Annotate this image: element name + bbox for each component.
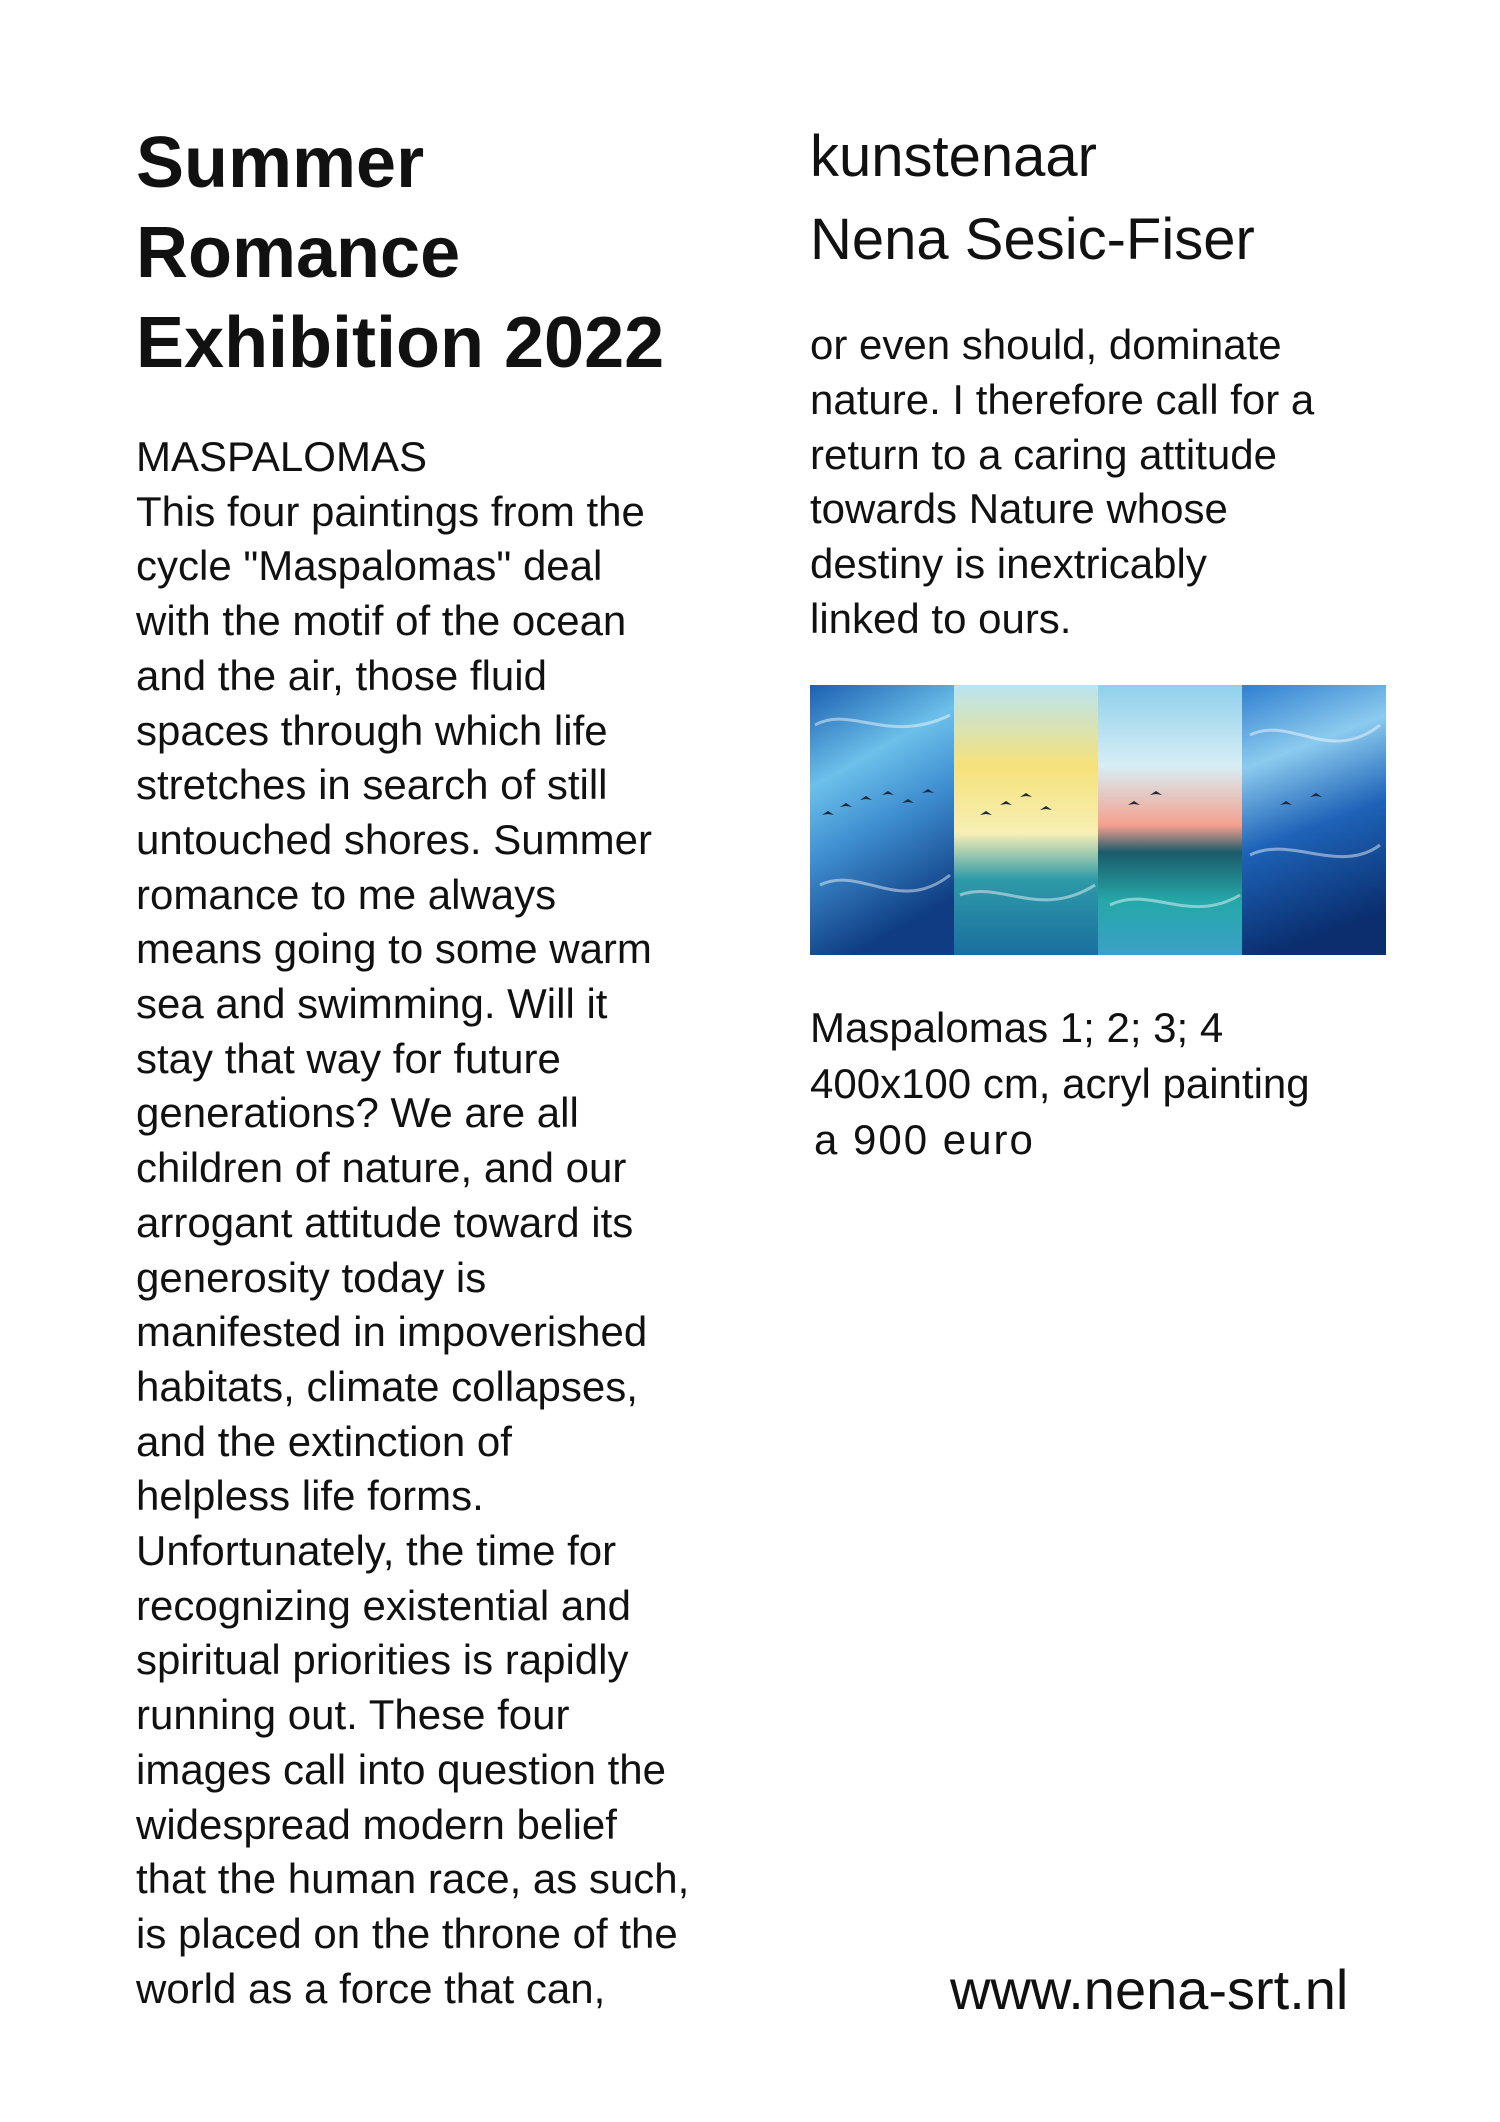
text-line: arrogant attitude toward its — [136, 1198, 634, 1246]
panel-3 — [1098, 685, 1242, 955]
text-line: sea and swimming. Will it — [136, 980, 608, 1028]
text-line: generosity today is — [136, 1253, 487, 1301]
text-line: children of nature, and our — [136, 1144, 627, 1192]
painting-caption — [810, 1000, 1310, 1168]
website-link[interactable]: www.nena-srt.nl — [950, 1958, 1349, 2021]
painting-image-maspalomas — [810, 685, 1386, 955]
text-line: MASPALOMAS — [136, 433, 427, 480]
text-line: world as a force that can, — [136, 1964, 606, 2012]
text-line: return to a caring attitude — [810, 430, 1277, 478]
text-line: with the motif of the ocean — [136, 597, 627, 645]
artist-role: kunstenaar — [810, 124, 1097, 189]
text-line: stretches in search of still — [136, 761, 608, 809]
text-line: towards Nature whose — [810, 485, 1228, 533]
title-line: Exhibition 2022 — [136, 303, 665, 383]
text-line: spaces through which life — [136, 706, 608, 754]
text-line: running out. These four — [136, 1691, 570, 1739]
caption-title: Maspalomas 1; 2; 3; 4 — [810, 1004, 1224, 1051]
text-line: helpless life forms. — [136, 1472, 484, 1520]
body-text-right — [810, 318, 1410, 647]
text-line: stay that way for future — [136, 1034, 561, 1082]
text-line: and the air, those fluid — [136, 651, 547, 699]
text-line: cycle "Maspalomas" deal — [136, 542, 603, 590]
text-line: that the human race, as such, — [136, 1855, 690, 1903]
text-line: images call into question the — [136, 1745, 666, 1793]
text-line: and the extinction of — [136, 1417, 512, 1465]
exhibition-title — [136, 118, 736, 388]
caption-price: a 900 euro — [814, 1116, 1035, 1163]
text-line: manifested in impoverished — [136, 1308, 648, 1356]
text-line: This four paintings from the — [136, 487, 645, 535]
body-text-left — [136, 430, 756, 2016]
text-line: or even should, dominate — [810, 321, 1282, 368]
caption-dimensions: 400x100 cm, acryl painting — [810, 1060, 1310, 1107]
panel-2 — [954, 685, 1098, 955]
artist-name: Nena Sesic-Fiser — [810, 207, 1255, 272]
text-line: widespread modern belief — [136, 1800, 617, 1848]
text-line: linked to ours. — [810, 594, 1072, 642]
text-line: untouched shores. Summer — [136, 815, 652, 863]
text-line: is placed on the throne of the — [136, 1909, 678, 1957]
text-line: destiny is inextricably — [810, 540, 1207, 588]
title-line: Romance — [136, 213, 461, 293]
panel-4 — [1242, 685, 1386, 955]
text-line: generations? We are all — [136, 1089, 579, 1137]
text-line: nature. I therefore call for a — [810, 375, 1315, 423]
text-line: means going to some warm — [136, 925, 652, 973]
text-line: romance to me always — [136, 870, 557, 918]
text-line: Unfortunately, the time for — [136, 1527, 617, 1575]
title-line: Summer — [136, 123, 425, 203]
text-line: habitats, climate collapses, — [136, 1362, 638, 1410]
text-line: recognizing existential and — [136, 1581, 631, 1629]
text-line: spiritual priorities is rapidly — [136, 1636, 629, 1684]
